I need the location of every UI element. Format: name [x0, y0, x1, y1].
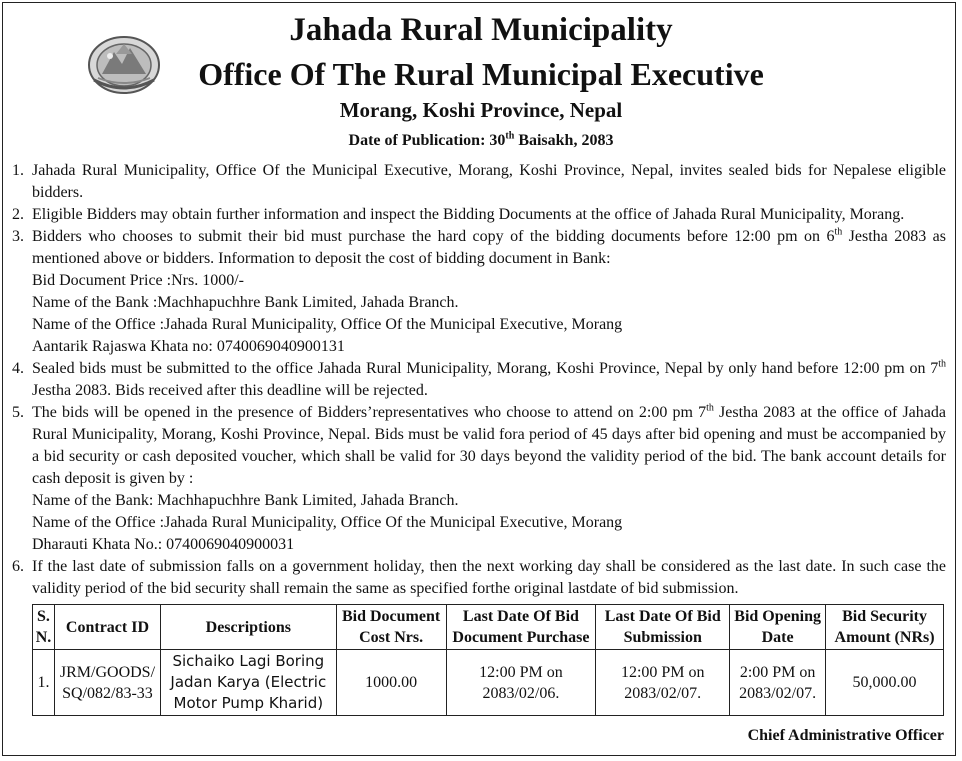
item-number: 2.	[12, 206, 24, 223]
item-text: Jahada Rural Municipality, Office Of the Municipal Executive, Morang, Koshi Province, Nepal, invites sealed bids for Nepalese eligible bidders.	[32, 162, 946, 201]
header-descriptions: Descriptions	[160, 605, 336, 650]
header-contract-id: Contract ID	[54, 605, 160, 650]
publication-date: Date of Publication: 30th Baisakh, 2083	[348, 130, 614, 149]
notice-item-5	[10, 402, 946, 556]
item-number: 3.	[12, 228, 24, 245]
municipality-title: Jahada Rural Municipality	[289, 12, 673, 48]
notice-item-2	[10, 204, 946, 226]
table-row	[33, 650, 944, 716]
cell-contract-id: JRM/GOODS/ SQ/082/83-33	[54, 650, 160, 716]
item-text: The bids will be opened in the presence of Bidders’representatives who choose to attend on 2:00 pm 7th Jestha 2083 at the office of Jahada Rural Municipality, Morang, Koshi Province, Nepal. Bids must be valid fora period of 45 days after bid opening and must be accompanied by a bid security or cash deposited voucher, which shall be valid for 30 days beyond the validity period of the bid. The bank account details for cash deposit is given by :	[32, 402, 946, 487]
item-text: Bidders who chooses to submit their bid must purchase the hard copy of the bidding documents before 12:00 pm on 6th Jestha 2083 as mentioned above or bidders. Information to deposit the cost of bidding document in Bank:	[32, 226, 946, 267]
notice-items	[10, 160, 946, 600]
signatory: Chief Administrative Officer	[747, 727, 944, 744]
item-text: If the last date of submission falls on a government holiday, then the next working day shall be considered as the last date. In such case the validity period of the bid security shall remain the same as specified forthe original lastdate of bid submission.	[32, 558, 946, 597]
bank-name: Name of the Bank: Machhapuchhre Bank Limited, Jahada Branch.	[32, 492, 459, 509]
notice-item-3	[10, 226, 946, 358]
item-number: 6.	[12, 558, 24, 575]
office-name: Name of the Office :Jahada Rural Municipality, Office Of the Municipal Executive, Morang	[32, 316, 623, 333]
header-purchase-date: Last Date Of Bid Document Purchase	[446, 605, 596, 650]
cell-security-amount: 50,000.00	[826, 650, 944, 716]
header-security-amount: Bid Security Amount (NRs)	[826, 605, 944, 650]
bank-name: Name of the Bank :Machhapuchhre Bank Limited, Jahada Branch.	[32, 294, 459, 311]
item-number: 5.	[12, 404, 24, 421]
bid-table	[32, 604, 944, 716]
office-title: Office Of The Rural Municipal Executive	[198, 56, 764, 92]
header-submission-date: Last Date Of Bid Submission	[596, 605, 730, 650]
item-number: 4.	[12, 360, 24, 377]
bid-document-price: Bid Document Price :Nrs. 1000/-	[32, 272, 244, 289]
office-name: Name of the Office :Jahada Rural Municipality, Office Of the Municipal Executive, Morang	[32, 514, 623, 531]
header-opening-date: Bid Opening Date	[730, 605, 826, 650]
cell-submission-date: 12:00 PM on 2083/02/07.	[596, 650, 730, 716]
cell-opening-date: 2:00 PM on 2083/02/07.	[730, 650, 826, 716]
item-text: Sealed bids must be submitted to the office Jahada Rural Municipality, Morang, Koshi Province, Nepal by only hand before 12:00 pm on 7th Jestha 2083. Bids received after this deadline will be rejected.	[32, 358, 946, 399]
header-cost: Bid Document Cost Nrs.	[336, 605, 446, 650]
cell-descriptions: Sichaiko Lagi Boring Jadan Karya (Electric Motor Pump Kharid)	[160, 650, 336, 716]
table-header-row	[33, 605, 944, 650]
cell-sn: 1.	[33, 650, 55, 716]
item-text: Eligible Bidders may obtain further information and inspect the Bidding Documents at the office of Jahada Rural Municipality, Morang.	[32, 206, 905, 223]
notice-item-6	[10, 556, 946, 600]
header-sn: S. N.	[33, 605, 55, 650]
cell-cost: 1000.00	[336, 650, 446, 716]
item-number: 1.	[12, 162, 24, 179]
account-number: Dharauti Khata No.: 0740069040900031	[32, 536, 295, 553]
location-line: Morang, Koshi Province, Nepal	[339, 98, 623, 122]
account-number: Aantarik Rajaswa Khata no: 0740069040900131	[32, 338, 345, 355]
cell-purchase-date: 12:00 PM on 2083/02/06.	[446, 650, 596, 716]
notice-item-1	[10, 160, 946, 204]
notice-item-4	[10, 358, 946, 402]
